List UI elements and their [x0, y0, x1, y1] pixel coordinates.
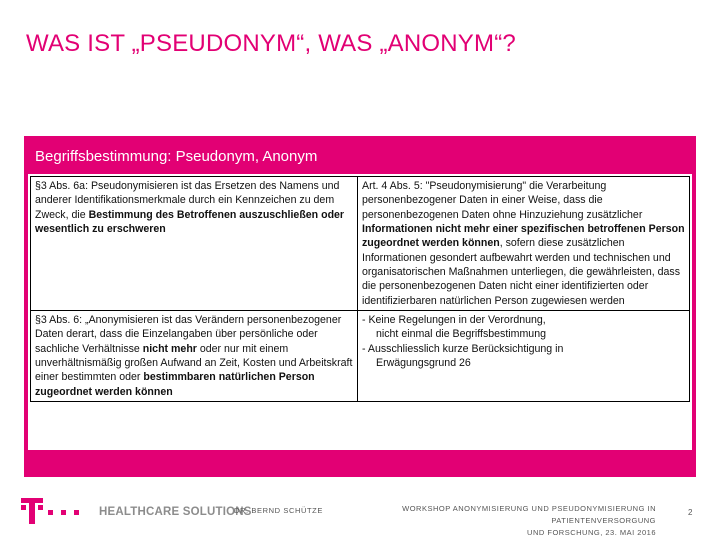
cell-bold-text: Bestimmung des Betroffenen auszuschließen oder wesentlich zu erschweren	[35, 208, 345, 236]
cell-text: §3 Abs. 6: „Anonymisieren ist das Verändern personenbezogener Daten derart, dass die Einzelangaben über persönliche oder sachliche Verhältnisse	[35, 314, 342, 355]
event-line: UND FORSCHUNG, 23. MAI 2016	[527, 528, 656, 537]
page-number: 2	[688, 508, 693, 517]
table-row	[31, 311, 690, 402]
logo-dots	[48, 510, 87, 515]
panel-heading: Begriffsbestimmung: Pseudonym, Anonym	[35, 148, 318, 165]
footer-event	[330, 503, 656, 539]
definition-panel	[24, 136, 696, 477]
cell-line: Erwägungsgrund 26	[376, 357, 471, 370]
dsgvo-anonym-cell	[358, 311, 690, 402]
cell-bold-text: nicht mehr	[142, 342, 197, 355]
slide-title: WAS IST „PSEUDONYM“, WAS „ANONYM“?	[26, 30, 516, 57]
cell-text: oder nur mit einem unverhältnismäßig großen Aufwand an Zeit, Kosten und Arbeitskraft einer bestimmten oder	[35, 342, 353, 384]
cell-text: Art. 4 Abs. 5: "Pseudonymisierung" die Verarbeitung personenbezogener Daten in einer Weise, dass die personenbezogenen Daten ohne Hinzuziehung zusätzlicher	[362, 180, 643, 221]
table-row	[31, 177, 690, 311]
cell-bold-text: bestimmbaren natürlichen Person zugeordnet werden können	[35, 371, 315, 398]
bdsg-pseudonym-cell	[31, 177, 358, 311]
telekom-t-icon	[21, 498, 43, 524]
cell-text: §3 Abs. 6a: Pseudonymisieren ist das Ersetzen des Namens und anderer Identifikationsmerkmale durch ein Kennzeichen zu dem Zweck, die	[35, 180, 340, 221]
cell-text: , sofern diese zusätzlichen Informationen gesondert aufbewahrt werden und technischen und organisatorischen Maßnahmen unterliegen, die gewährleisten, dass die personenbezogenen Daten nicht einer identifizierten oder identifizierbaren natürlichen Person zugewiesen werden	[362, 237, 680, 307]
brand-name: HEALTHCARE SOLUTIONS	[99, 506, 252, 518]
definition-table	[30, 176, 690, 402]
cell-bold-text: Informationen nicht mehr einer spezifischen betroffenen Person zugeordnet werden können	[362, 223, 685, 250]
footer-author: DR. BERND SCHÜTZE	[234, 506, 323, 515]
event-line: WORKSHOP ANONYMISIERUNG UND PSEUDONYMISIERUNG IN PATIENTENVERSORGUNG	[402, 504, 656, 525]
dsgvo-pseudonym-cell	[358, 177, 690, 311]
bdsg-anonym-cell	[31, 311, 358, 402]
cell-line: nicht einmal die Begriffsbestimmung	[376, 328, 546, 341]
table-container	[28, 174, 692, 450]
cell-line: - Ausschliesslich kurze Berücksichtigung in	[362, 342, 564, 355]
cell-line: - Keine Regelungen in der Verordnung,	[362, 314, 546, 327]
